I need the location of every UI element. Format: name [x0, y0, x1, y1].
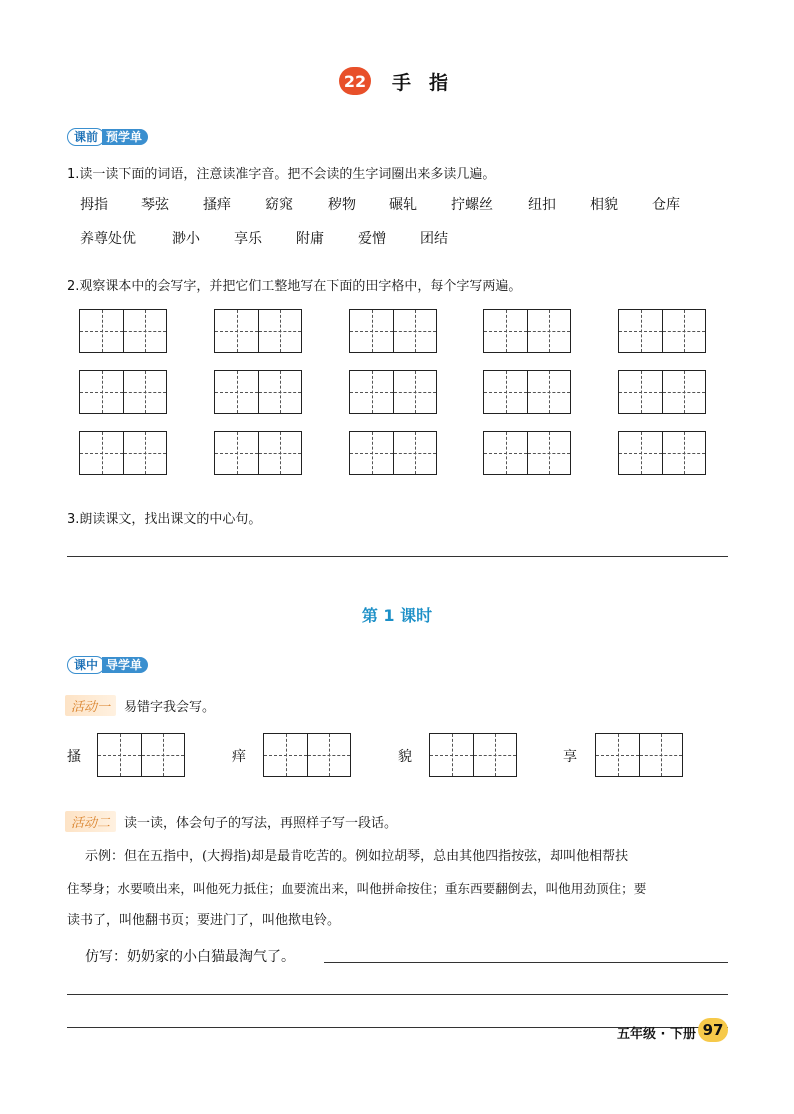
activity-2-text: 读一读，体会句子的写法，再照样子写一段话。: [124, 816, 398, 831]
word: 搔痒: [203, 197, 231, 213]
pre-class-tag-label: 课前: [67, 128, 105, 146]
word: 团结: [420, 231, 448, 247]
lesson-title: 手指: [392, 72, 467, 94]
tianzige-grid[interactable]: [349, 370, 437, 414]
word: 附庸: [296, 231, 324, 247]
tianzige-grid[interactable]: [483, 431, 571, 475]
word: 养尊处优: [80, 231, 136, 247]
lesson-number-badge: 22: [339, 67, 371, 95]
sample-line-2: 住琴身；水要喷出来，叫他死力抵住；血要流出来，叫他拼命按住；重东西要翻倒去，叫他用劲顶住；要: [67, 881, 647, 896]
question-2-prompt: 2.观察课本中的会写字，并把它们工整地写在下面的田字格中，每个字写两遍。: [67, 279, 522, 294]
word: 享乐: [234, 231, 262, 247]
period-title: 第 1 课时: [361, 606, 433, 625]
tianzige-grid[interactable]: [483, 370, 571, 414]
word: 碾轧: [389, 197, 417, 213]
tianzige-grid[interactable]: [429, 733, 517, 777]
tianzige-grid[interactable]: [595, 733, 683, 777]
char-label: 享: [563, 749, 577, 765]
tianzige-grid[interactable]: [483, 309, 571, 353]
tianzige-grid[interactable]: [214, 309, 302, 353]
tianzige-grid[interactable]: [618, 309, 706, 353]
answer-line[interactable]: [67, 556, 728, 557]
in-class-tag-sub: 导学单: [102, 657, 148, 673]
char-label: 痒: [232, 749, 246, 765]
tianzige-grid[interactable]: [349, 309, 437, 353]
word: 拇指: [80, 197, 108, 213]
question-1-prompt: 1.读一读下面的词语，注意读准字音。把不会读的生字词圈出来多读几遍。: [67, 167, 496, 182]
activity-1-header: [65, 695, 215, 716]
tianzige-grid[interactable]: [618, 431, 706, 475]
word: 相貌: [590, 197, 618, 213]
tianzige-grid[interactable]: [79, 309, 167, 353]
tianzige-grid[interactable]: [214, 431, 302, 475]
tianzige-grid[interactable]: [618, 370, 706, 414]
tianzige-grid[interactable]: [349, 431, 437, 475]
sample-line-3: 读书了，叫他翻书页；要进门了，叫他揿电铃。: [67, 913, 341, 928]
tianzige-grid[interactable]: [79, 431, 167, 475]
tianzige-grid[interactable]: [97, 733, 185, 777]
word: 渺小: [172, 231, 200, 247]
word: 爱憎: [358, 231, 386, 247]
pre-class-tag-sub: 预学单: [102, 129, 148, 145]
char-label: 貌: [398, 749, 412, 765]
char-label: 搔: [67, 749, 81, 765]
word: 拧螺丝: [451, 197, 493, 213]
tianzige-grid[interactable]: [214, 370, 302, 414]
in-class-tag-label: 课中: [67, 656, 105, 674]
question-3-prompt: 3.朗读课文，找出课文的中心句。: [67, 512, 262, 527]
word: 纽扣: [528, 197, 556, 213]
word: 琴弦: [141, 197, 169, 213]
word: 秽物: [328, 197, 356, 213]
in-class-tag: [67, 655, 148, 675]
answer-line[interactable]: [67, 994, 728, 995]
grade-label: 五年级 · 下册: [617, 1027, 696, 1042]
word: 窈窕: [265, 197, 293, 213]
activity-2-badge: 活动二: [65, 811, 116, 832]
page-number: 97: [698, 1018, 728, 1042]
word: 仓库: [652, 197, 680, 213]
answer-line[interactable]: [324, 962, 728, 963]
sample-line-1: 示例：但在五指中，(大拇指)却是最肯吃苦的。例如拉胡琴，总由其他四指按弦，却叫他相帮扶: [85, 849, 629, 864]
tianzige-grid[interactable]: [79, 370, 167, 414]
imitation-prompt: 仿写：奶奶家的小白猫最淘气了。: [85, 949, 295, 965]
activity-1-badge: 活动一: [65, 695, 116, 716]
activity-2-header: [65, 811, 397, 832]
tianzige-grid[interactable]: [263, 733, 351, 777]
activity-1-text: 易错字我会写。: [124, 700, 216, 715]
pre-class-tag: [67, 127, 148, 147]
